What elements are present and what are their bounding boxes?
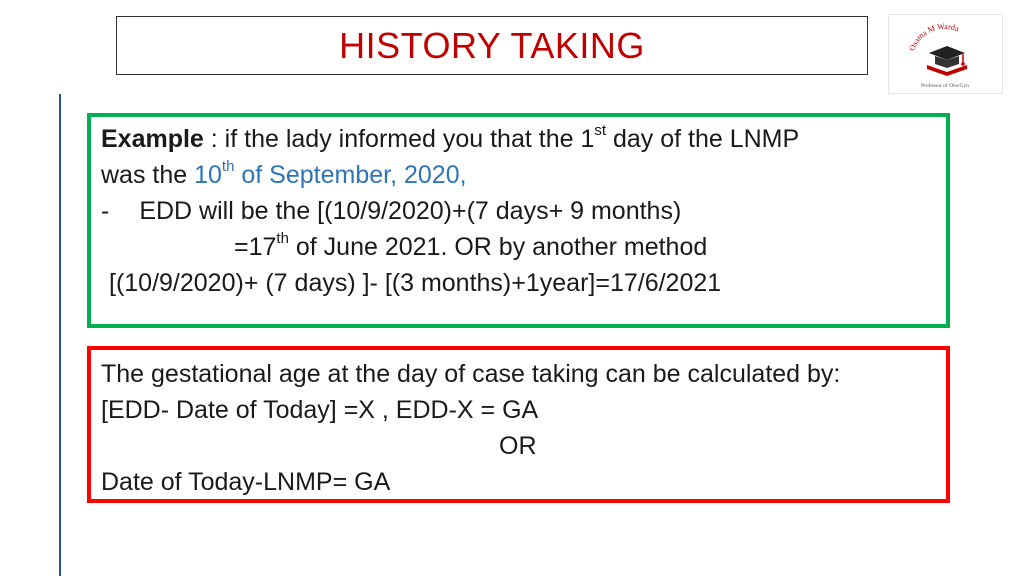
example-line-1: Example : if the lady informed you that the 1st day of the LNMP [101, 121, 800, 153]
ga-line-2: [EDD- Date of Today] =X , EDD-X = GA [101, 396, 539, 424]
gestational-age-box [87, 346, 950, 503]
graduation-cap-icon [889, 15, 1002, 93]
ga-line-1: The gestational age at the day of case taking can be calculated by: [101, 360, 841, 388]
example-label: Example [101, 125, 204, 153]
logo-name-text: Osama M Warda [907, 21, 961, 53]
svg-text:Osama M Warda [907, 22, 960, 52]
logo-subtitle-text: Professor of Obs/Gyn [921, 83, 969, 89]
example-line-4: =17th of June 2021. OR by another method [234, 229, 708, 261]
ga-line-or: OR [499, 432, 537, 460]
example-box [87, 113, 950, 328]
ga-line-4: Date of Today-LNMP= GA [101, 468, 391, 496]
example-line-2: was the 10th of September, 2020, [101, 157, 467, 189]
title-box [116, 16, 868, 75]
author-logo [888, 14, 1003, 94]
lnmp-date: 10th of September, 2020, [194, 157, 467, 189]
example-line-5: [(10/9/2020)+ (7 days) ]- [(3 months)+1year]=17/6/2021 [109, 269, 722, 297]
example-line-3: - EDD will be the [(10/9/2020)+(7 days+ 9 months) [101, 197, 682, 225]
page-title: HISTORY TAKING [339, 24, 645, 66]
left-vertical-rule [59, 94, 61, 576]
